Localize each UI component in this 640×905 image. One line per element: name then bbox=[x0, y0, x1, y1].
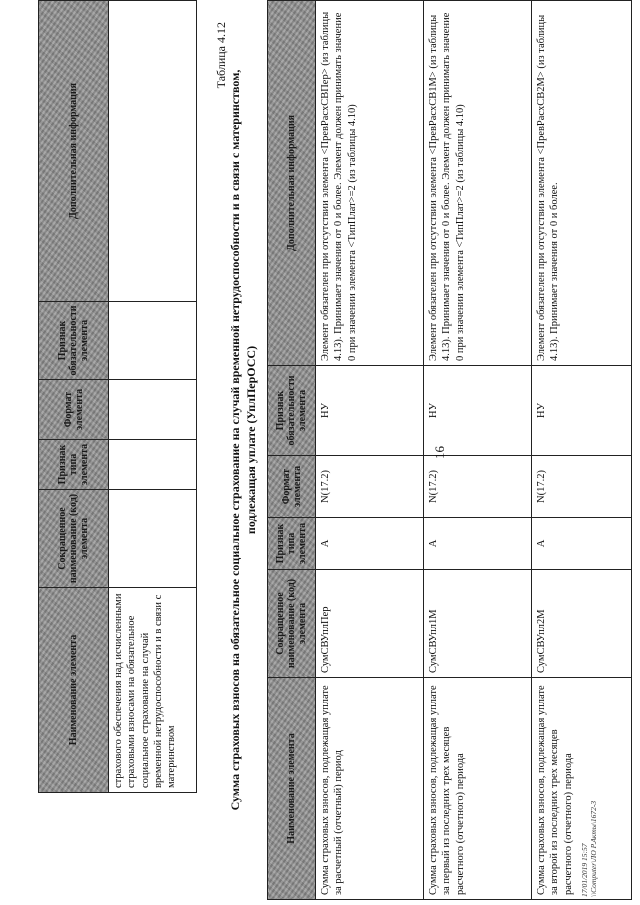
cell-element-name: страхового обеспечения над исчисленными страховыми взносами на обязательное социальное страхование на случай временной нетрудоспособности и в связи с материнством bbox=[109, 588, 197, 793]
header-element-format: Формат элемента bbox=[268, 456, 316, 518]
cell-additional-info: Элемент обязателен при отсутствии элемента <ПревРасхСВ1М> (из таблицы 4.13). Принимает значения от 0 и более. Элемент должен принимать значение 0 при значении элемента <ТипПлат>=2 (из таблицы 4.10) bbox=[424, 1, 532, 366]
cell-element-required: НУ bbox=[316, 366, 424, 456]
cell-element-code bbox=[109, 490, 197, 588]
cell-element-required bbox=[109, 302, 197, 380]
cell-element-name: Сумма страховых взносов, подлежащая уплате за второй из последних трех месяцев расчетного (отчетного) периода bbox=[532, 678, 632, 900]
cell-additional-info: Элемент обязателен при отсутствии элемента <ПревРасхСВПер> (из таблицы 4.13). Принимает значения от 0 и более. Элемент должен принимать значение 0 при значении элемента <ТипПлат>=2 (из таблицы 4.10) bbox=[316, 1, 424, 366]
header-additional-info: Дополнительная информация bbox=[268, 1, 316, 366]
continuation-table bbox=[38, 0, 197, 793]
cell-element-type bbox=[109, 440, 197, 490]
footer-file-path: \\Computer\ЛО Р.Акты\1672-3 bbox=[589, 800, 599, 897]
cell-element-format: N(17.2) bbox=[532, 456, 632, 518]
table-title: Сумма страховых взносов на обязательное социальное страхование на случай временной нетрудоспособности и в связи с материнством, подлежащая уплате (УплПерОСС) bbox=[228, 69, 258, 811]
header-element-name: Наименование элемента bbox=[268, 678, 316, 900]
header-element-name: Наименование элемента bbox=[39, 588, 109, 793]
header-element-code: Сокращенное наименование (код) элемента bbox=[39, 490, 109, 588]
cell-element-format bbox=[109, 380, 197, 440]
footer-timestamp: 17/01/2019 15:57 bbox=[580, 843, 589, 897]
footer-stamp bbox=[580, 801, 599, 897]
cell-additional-info: Элемент обязателен при отсутствии элемента <ПревРасхСВ2М> (из таблицы 4.13). Принимает значения от 0 и более. bbox=[532, 1, 632, 366]
cell-element-code: СумСВУплПер bbox=[316, 570, 424, 678]
table-header-row bbox=[268, 1, 316, 900]
table-row bbox=[109, 1, 197, 793]
cell-element-code: СумСВУпл2М bbox=[532, 570, 632, 678]
elements-table bbox=[267, 0, 632, 900]
header-element-type: Признак типа элемента bbox=[268, 518, 316, 570]
header-element-format: Формат элемента bbox=[39, 380, 109, 440]
header-element-code: Сокращенное наименование (код) элемента bbox=[268, 570, 316, 678]
table-header-row bbox=[39, 1, 109, 793]
cell-element-name: Сумма страховых взносов, подлежащая уплате за расчетный (отчетный) период bbox=[316, 678, 424, 900]
table-row bbox=[316, 1, 424, 900]
cell-element-code: СумСВУпл1М bbox=[424, 570, 532, 678]
header-element-type: Признак типа элемента bbox=[39, 440, 109, 490]
cell-element-type: А bbox=[424, 518, 532, 570]
table-row bbox=[532, 1, 632, 900]
cell-element-type: А bbox=[532, 518, 632, 570]
cell-element-type: А bbox=[316, 518, 424, 570]
header-element-required: Признак обязательности элемента bbox=[39, 302, 109, 380]
table-caption: Таблица 4.12 bbox=[214, 22, 228, 89]
page-number: 16 bbox=[432, 446, 447, 459]
header-element-required: Признак обязательности элемента bbox=[268, 366, 316, 456]
cell-element-required: НУ bbox=[424, 366, 532, 456]
cell-element-required: НУ bbox=[532, 366, 632, 456]
cell-element-name: Сумма страховых взносов, подлежащая уплате за первый из последних трех месяцев расчетного (отчетного) периода bbox=[424, 678, 532, 900]
cell-additional-info bbox=[109, 1, 197, 302]
cell-element-format: N(17.2) bbox=[424, 456, 532, 518]
cell-element-format: N(17.2) bbox=[316, 456, 424, 518]
header-additional-info: Дополнительная информация bbox=[39, 1, 109, 302]
